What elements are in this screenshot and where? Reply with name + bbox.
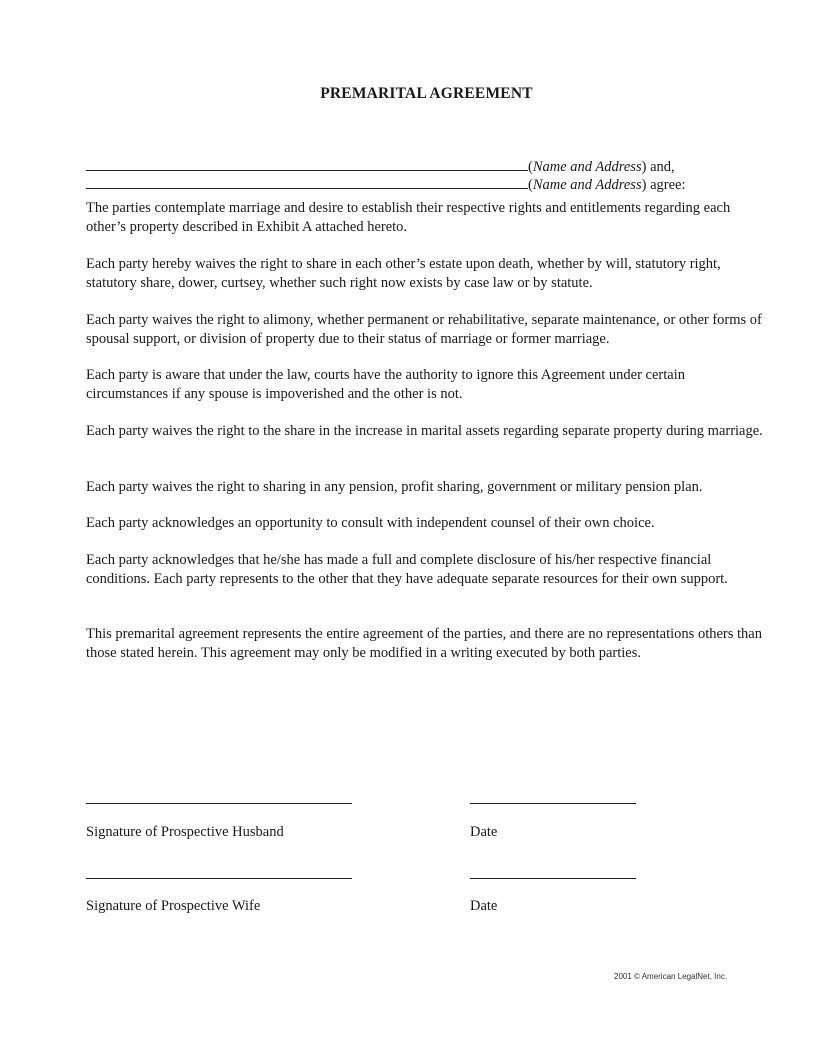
paragraph-marital-assets: Each party waives the right to the share in the increase in marital assets regarding separate property during marriage. [86,423,763,439]
paragraph-disclosure: Each party acknowledges that he/she has made a full and complete disclosure of his/her respective financial conditions. Each party represents to the other that they have adequate separate resources for their own support. [86,552,728,587]
husband-signature-label: Signature of Prospective Husband [86,824,284,840]
paragraph-pension: Each party waives the right to sharing in any pension, profit sharing, government or military pension plan. [86,479,703,495]
husband-date-line[interactable] [470,802,636,804]
wife-date-label: Date [470,898,498,914]
husband-date-label: Date [470,824,498,840]
paragraph-property: The parties contemplate marriage and desire to establish their respective rights and entitlements regarding each other’s property described in Exhibit A attached hereto. [86,200,731,235]
paragraph-entire-agreement: This premarital agreement represents the entire agreement of the parties, and there are no representations others than those stated herein. This agreement may only be modified in a writing executed by both parties. [86,626,762,661]
paragraph-alimony-waiver: Each party waives the right to alimony, whether permanent or rehabilitative, separate maintenance, or other forms of spousal support, or division of property due to their status of marriage or former marriage. [86,312,762,347]
husband-signature-line[interactable] [86,802,352,804]
party-1-label: Name and Address [532,159,642,175]
party-1-suffix: and, [646,159,675,175]
copyright-footer: 2001 © American LegalNet, Inc. [614,972,728,981]
party-line-2: (Name and Address) agree: [86,176,685,194]
party-line-1: (Name and Address) and, [86,158,675,176]
party-2-suffix: agree: [646,177,686,193]
party-2-label: Name and Address [532,177,642,193]
paragraph-estate-waiver: Each party hereby waives the right to share in each other’s estate upon death, whether by will, statutory right, statutory share, dower, curtsey, whether such right now exists by case law or by statute. [86,256,721,291]
wife-signature-line[interactable] [86,877,352,879]
document-title: PREMARITAL AGREEMENT [320,85,533,102]
wife-date-line[interactable] [470,877,636,879]
paragraph-court-authority: Each party is aware that under the law, courts have the authority to ignore this Agreement under certain circumstances if any spouse is impoverished and the other is not. [86,367,685,402]
party-2-blank[interactable] [86,176,528,189]
party-1-blank[interactable] [86,158,528,171]
wife-signature-label: Signature of Prospective Wife [86,898,261,914]
paragraph-counsel: Each party acknowledges an opportunity to consult with independent counsel of their own choice. [86,515,655,531]
